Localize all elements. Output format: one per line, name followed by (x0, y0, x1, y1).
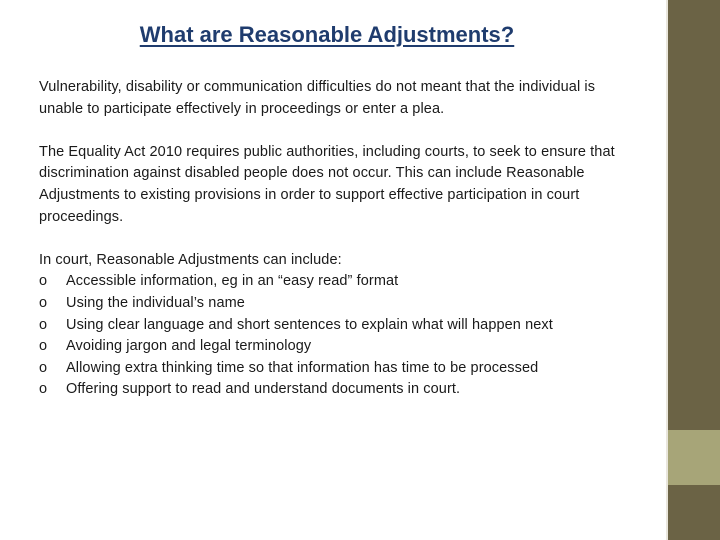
list-item (39, 358, 639, 380)
list-item-text: Accessible information, eg in an “easy read” format (66, 273, 399, 290)
sidebar-dark-band (668, 0, 720, 430)
bullet-marker: o (39, 294, 48, 311)
slide-body (39, 77, 639, 401)
list-item (39, 293, 639, 315)
bullet-marker: o (39, 273, 48, 290)
bullet-marker: o (39, 338, 48, 355)
paragraph-vulnerability: Vulnerability, disability or communication difficulties do not meant that the individual is unable to participate effectively in proceedings or enter a plea. (39, 79, 596, 117)
page-title: What are Reasonable Adjustments? (139, 22, 515, 47)
list-intro: In court, Reasonable Adjustments can include: (39, 251, 342, 268)
bullet-marker: o (39, 381, 48, 398)
list-item-text: Using clear language and short sentences to explain what will happen next (66, 316, 553, 333)
list-item (39, 379, 639, 401)
list-item (39, 336, 639, 358)
bullet-marker: o (39, 316, 48, 333)
sidebar-light-band (668, 430, 720, 485)
sidebar-dark-bottom-band (668, 485, 720, 540)
list-item-text: Avoiding jargon and legal terminology (66, 338, 312, 355)
list-item-text: Offering support to read and understand documents in court. (66, 381, 461, 398)
adjustments-list (39, 271, 639, 401)
list-item (39, 271, 639, 293)
list-item (39, 315, 639, 337)
list-item-text: Using the individual’s name (66, 294, 245, 311)
paragraph-equality-act: The Equality Act 2010 requires public authorities, including courts, to seek to ensure that discrimination against disabled people does not occur. This can include Reasonable Adjustments to existing provisions in order to support effective participation in court proceedings. (39, 143, 615, 225)
bullet-marker: o (39, 359, 48, 376)
list-item-text: Allowing extra thinking time so that information has time to be processed (66, 359, 539, 376)
